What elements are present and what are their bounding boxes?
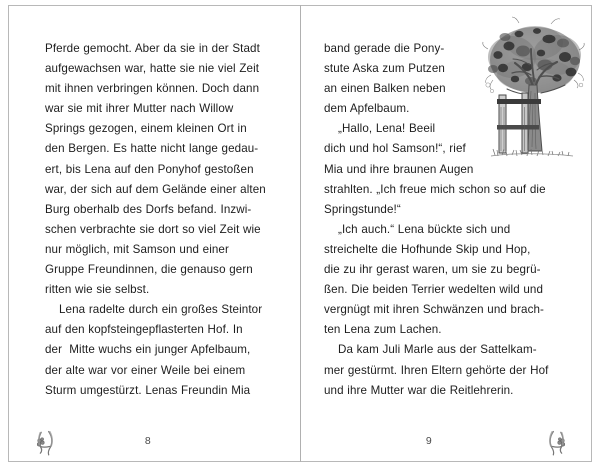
text-line: ten Lena zum Lachen. (324, 323, 442, 337)
right-page-number: 9 (425, 435, 433, 447)
text-line: den Bergen. Es hatte nicht lange gedau- (45, 142, 259, 156)
text-line: mit ihnen verbringen können. Doch dann (45, 82, 260, 96)
left-page-body-text (45, 39, 285, 401)
text-line: Burg oberhalb des Dorfs befand. Inzwi- (45, 202, 252, 216)
text-line: ritten wie sie selbst. (45, 283, 150, 297)
text-line: der Mitte wuchs ein junger Apfelbaum, (45, 343, 251, 357)
text-line: Springstunde!“ (324, 202, 401, 216)
text-line: dem Apfelbaum. (324, 102, 410, 116)
text-line: band gerade die Pony- (324, 42, 445, 55)
text-line: nur möglich, mit Samson und einer (45, 242, 229, 256)
text-line: Lena radelte durch ein großes Steintor (59, 303, 263, 317)
text-line: schen verbrachte sie dort so viel Zeit wie (45, 222, 261, 236)
left-page-number: 8 (144, 435, 152, 447)
text-line: an einen Balken neben (324, 82, 446, 96)
text-line: war, der sich auf dem Gelände einer alten (45, 182, 266, 196)
text-line: mer gestürmt. Ihren Eltern gehörte der Hof (324, 363, 549, 377)
text-line: ert, bis Lena auf den Ponyhof gestoßen (45, 162, 254, 176)
text-line: „Ich auch.“ Lena bückte sich und (338, 222, 511, 236)
text-line: die zu ihr gerast waren, um sie zu begrü- (324, 263, 541, 277)
text-line: und ihre Mutter war die Reitlehrerin. (324, 383, 514, 397)
text-line: ßen. Die beiden Terrier wedelten wild und (324, 283, 544, 297)
text-line: Da kam Juli Marle aus der Sattelkam- (338, 343, 537, 357)
text-line: streichelte die Hofhunde Skip und Hop, (324, 242, 531, 256)
text-line: Springs gezogen, einem kleinen Ort in (45, 122, 247, 136)
text-line: Sturm umgestürzt. Lenas Freundin Mia (45, 383, 251, 397)
text-line: Gruppe Freundinnen, die genauso gern (45, 263, 253, 277)
text-line: war sie mit ihrer Mutter nach Willow (45, 102, 234, 116)
text-line: strahlten. „Ich freue mich schon so auf die (324, 182, 546, 196)
text-line: der alte war vor einer Weile bei einem (45, 363, 246, 377)
text-line: „Hallo, Lena! Beeil (338, 122, 436, 136)
right-page (301, 5, 592, 462)
left-page (8, 5, 300, 462)
text-line: Pferde gemocht. Aber da sie in der Stadt (45, 42, 260, 55)
right-page-body-text (324, 39, 582, 401)
text-line: dich und hol Samson!“, rief (324, 142, 466, 156)
text-line: auf den kopfsteingepflasterten Hof. In (45, 323, 243, 337)
text-line: stute Aska zum Putzen (324, 62, 445, 76)
text-line: Mia und ihre braunen Augen (324, 162, 474, 176)
text-line: vergnügt mit ihren Schwänzen und brach- (324, 303, 545, 317)
text-line: aufgewachsen war, hatte sie nie viel Zeit (45, 62, 260, 76)
